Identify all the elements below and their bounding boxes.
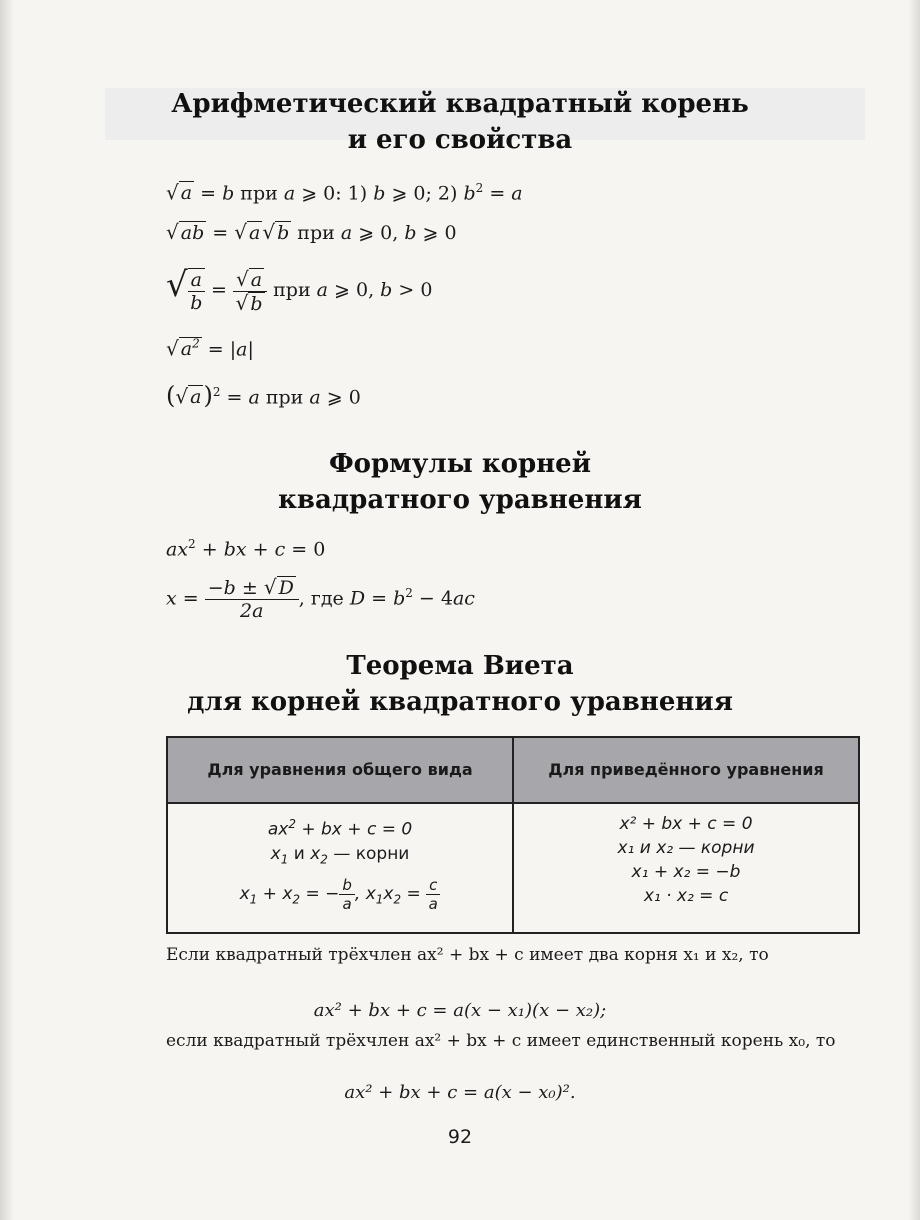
page-edge-right xyxy=(908,0,920,1220)
paragraph-two-roots: Если квадратный трёхчлен ax² + bx + c имеет два корня x₁ и x₂, то xyxy=(166,945,769,965)
header-reduced-form: Для приведённого уравнения xyxy=(513,737,859,803)
section1-title-line2: и его свойства xyxy=(347,125,573,155)
quadratic-roots-formula: x = $\frac{-b \pm √ D}{2a}$ , где $D = b^2 - 4ac$ xyxy=(166,575,475,623)
viete-table-header-row xyxy=(167,737,859,803)
page-number: 92 xyxy=(447,1126,473,1148)
viete-table xyxy=(166,736,860,934)
formula-sqrt-definition: √ a = b при a ⩾ 0: 1) b ⩾ 0; 2) $b^2 = a$ xyxy=(166,180,523,205)
reduced-product: x₁ · x₂ = c xyxy=(643,886,729,906)
section3-title-line2: для корней квадратного уравнения xyxy=(187,687,733,717)
general-viete-relations: $x_1 + x_2$ = − $\frac{b}{a}$ , $x_1x_2$ = $\frac{c}{a}$ xyxy=(172,871,508,922)
formula-sqrt-product: √ ab = √ a √ b при a ⩾ 0, b ⩾ 0 xyxy=(166,220,457,244)
reduced-equation: x² + bx + c = 0 xyxy=(619,814,753,834)
quadratic-equation: $ax^2$ + bx + c = 0 xyxy=(166,537,326,561)
viete-table-row xyxy=(167,803,859,933)
page-edge-left xyxy=(0,0,14,1220)
formula-square-of-sqrt: (√ a)$^2$ = a при a ⩾ 0 xyxy=(166,381,361,410)
reduced-roots-label: x₁ и x₂ — корни xyxy=(617,838,755,858)
formula-sqrt-square: √ $a^2 = |a|$ xyxy=(166,336,254,361)
paragraph-single-root: если квадратный трёхчлен ax² + bx + c имеет единственный корень x₀, то xyxy=(166,1031,836,1051)
cell-general-form xyxy=(167,803,513,933)
general-roots-label: $x_1$ и $x_2$ — корни xyxy=(270,843,410,867)
formula-factorization-two-roots: ax² + bx + c = a(x − x₁)(x − x₂); xyxy=(313,1000,607,1021)
section2-title-line2: квадратного уравнения xyxy=(278,485,642,515)
cell-reduced-form xyxy=(513,803,859,933)
section3-title-line1: Теорема Виета xyxy=(346,651,574,681)
formula-factorization-single-root: ax² + bx + c = a(x − x₀)². xyxy=(344,1082,576,1103)
header-general-form: Для уравнения общего вида xyxy=(167,737,513,803)
general-equation: $ax^2$ + bx + c = 0 xyxy=(267,817,413,840)
section2-title-line1: Формулы корней xyxy=(328,449,592,479)
section1-title-line1: Арифметический квадратный корень xyxy=(171,89,749,119)
formula-sqrt-quotient: √ $\frac{a}{b}$ = $\frac{√ a}{√ b}$ при a ⩾ 0, b > 0 xyxy=(166,265,433,315)
reduced-sum: x₁ + x₂ = −b xyxy=(631,862,741,882)
